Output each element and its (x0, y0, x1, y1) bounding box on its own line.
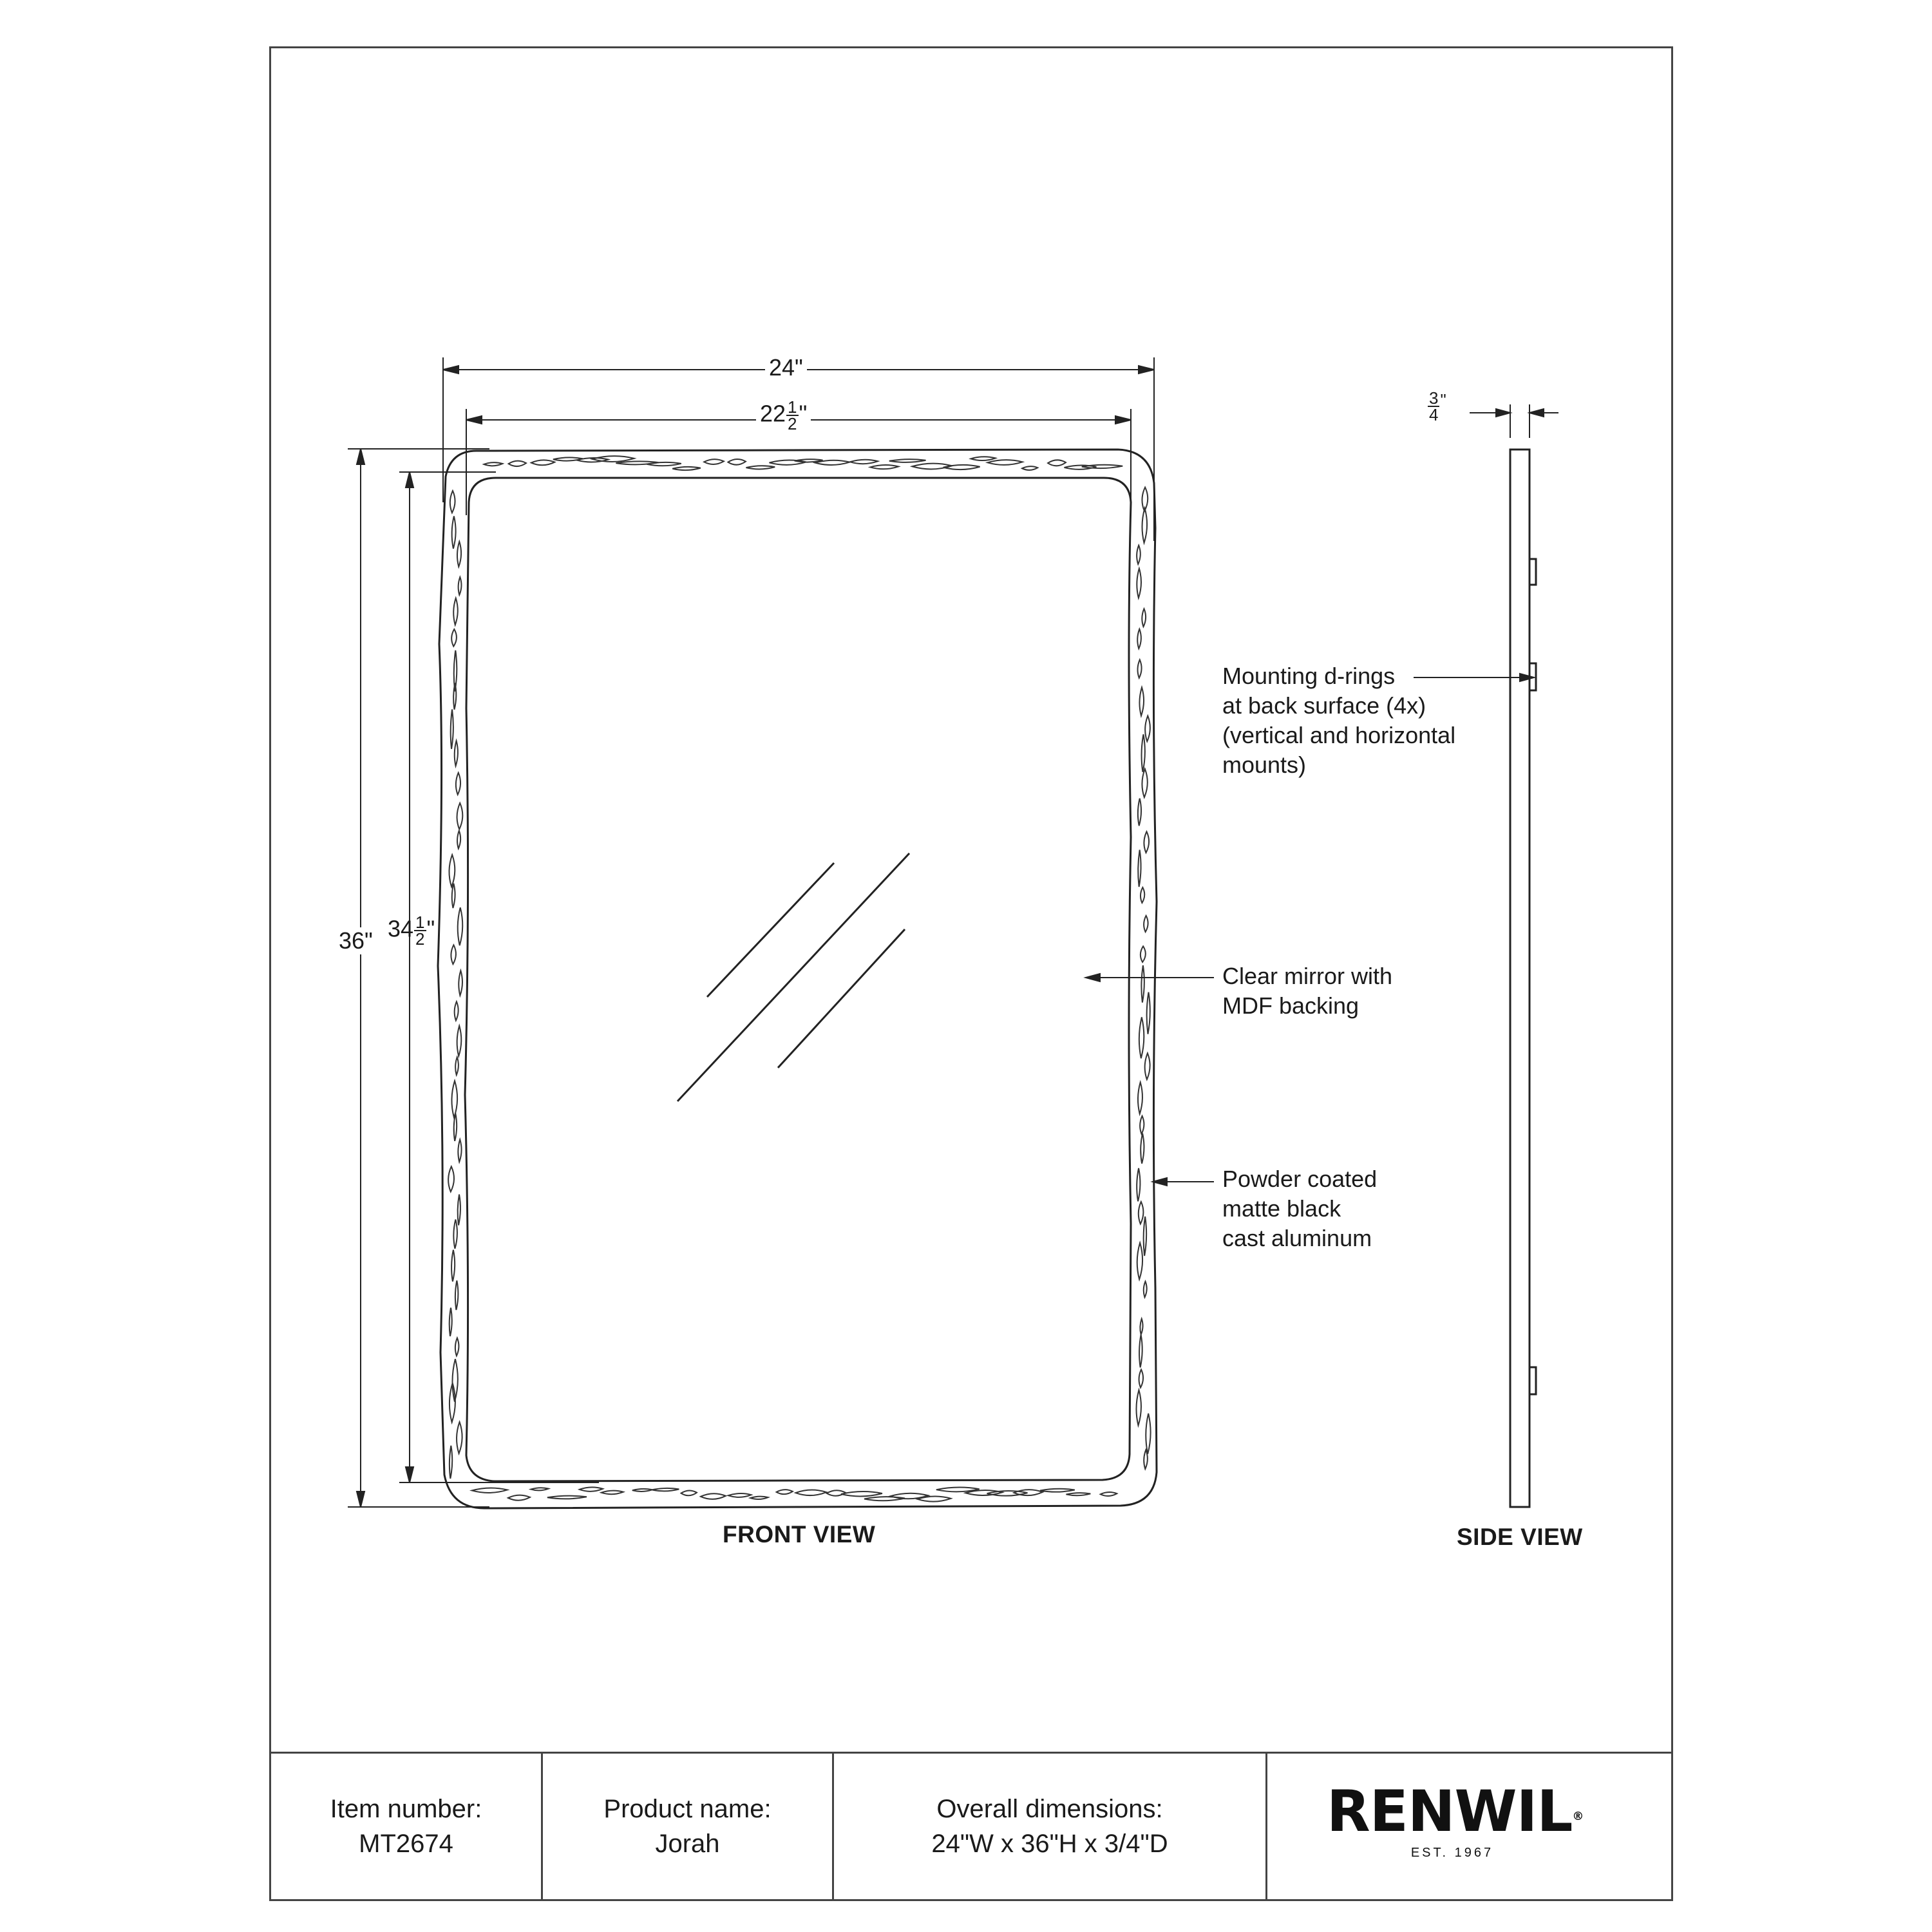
side-body (1510, 450, 1530, 1507)
texture-mark (592, 456, 634, 462)
item-number-label: Item number: (330, 1795, 482, 1823)
texture-mark (1139, 1334, 1142, 1367)
texture-mark (1145, 1053, 1150, 1079)
dim-den: 2 (415, 929, 425, 949)
texture-mark (457, 1422, 462, 1454)
texture-mark (455, 1057, 459, 1075)
glare-line-3 (778, 929, 905, 1068)
texture-mark (1138, 799, 1141, 826)
callout-line: Powder coated (1222, 1166, 1378, 1192)
texture-mark (531, 460, 555, 465)
callout-line: Mounting d-rings (1222, 663, 1396, 689)
overall-dimensions-value: 24"W x 36"H x 3/4"D (931, 1830, 1168, 1858)
texture-mark (459, 577, 462, 595)
texture-mark (1066, 1493, 1090, 1495)
texture-mark (452, 516, 456, 549)
product-name-label: Product name: (603, 1795, 772, 1823)
texture-mark (701, 1493, 726, 1499)
texture-mark (1140, 1116, 1144, 1134)
texture-mark (918, 1496, 951, 1501)
texture-mark (1101, 1492, 1117, 1496)
dim-depth-label (1423, 390, 1450, 422)
texture-mark (1139, 1202, 1144, 1224)
texture-mark (864, 1497, 905, 1501)
texture-mark (987, 460, 1022, 465)
texture-mark (457, 803, 463, 829)
dim-height-inner-label (384, 914, 439, 947)
texture-mark (531, 1488, 549, 1490)
texture-mark (1142, 734, 1145, 772)
callout-line: matte black (1222, 1195, 1341, 1222)
texture-mark (746, 466, 775, 469)
mirror-glare-lines (677, 853, 909, 1101)
texture-mark (508, 1495, 530, 1501)
texture-mark (1137, 629, 1141, 649)
texture-mark (456, 773, 460, 795)
frame-cast-texture (448, 456, 1151, 1502)
texture-mark (1144, 1450, 1148, 1469)
callout-mirror (1222, 961, 1392, 1021)
texture-mark (1082, 465, 1122, 468)
texture-mark (1144, 916, 1148, 932)
texture-mark (1142, 769, 1147, 797)
texture-mark (450, 491, 455, 513)
brand-established: EST. 1967 (1410, 1846, 1494, 1860)
callout-line: (vertical and horizontal (1222, 722, 1456, 748)
dim-depth (1470, 404, 1558, 438)
title-block-item (271, 1753, 541, 1900)
texture-mark (1137, 1168, 1140, 1201)
texture-mark (1137, 659, 1141, 677)
dim-num: 1 (788, 397, 797, 417)
texture-mark (1138, 850, 1141, 887)
texture-mark (458, 1195, 460, 1226)
texture-mark (1142, 508, 1147, 543)
texture-mark (453, 683, 456, 710)
dim-num: 1 (415, 913, 425, 932)
texture-mark (457, 1026, 462, 1056)
dim-unit: " (799, 400, 808, 427)
texture-mark (815, 460, 850, 465)
texture-mark (1144, 1282, 1147, 1298)
frame-outer-edge (438, 450, 1157, 1508)
product-name-value: Jorah (655, 1830, 720, 1858)
brand-name: RENWIL (1327, 1778, 1573, 1844)
texture-mark (1141, 887, 1144, 903)
texture-mark (458, 907, 463, 945)
side-view-title: SIDE VIEW (1457, 1524, 1583, 1550)
texture-mark (889, 459, 926, 462)
texture-mark (1139, 687, 1144, 715)
callout-line: MDF backing (1222, 992, 1359, 1019)
texture-mark (455, 1001, 459, 1020)
texture-mark (1144, 831, 1149, 853)
callout-line: Clear mirror with (1222, 963, 1393, 989)
mirror-frame (438, 450, 1157, 1508)
texture-mark (459, 971, 462, 996)
title-block-divider (1265, 1753, 1267, 1900)
texture-mark (547, 1496, 587, 1499)
texture-mark (1139, 1017, 1144, 1058)
dim-unit: " (426, 915, 435, 942)
texture-mark (672, 467, 701, 470)
texture-mark (451, 709, 453, 748)
d-ring-1 (1530, 559, 1536, 585)
dim-width-inner-label (756, 399, 811, 431)
brand-wordmark (1327, 1778, 1584, 1844)
frame-inner-edge (465, 478, 1131, 1481)
dim-unit: " (1440, 390, 1446, 410)
texture-mark (1147, 992, 1150, 1034)
texture-mark (454, 1113, 457, 1141)
texture-mark (1141, 946, 1146, 962)
texture-mark (1048, 460, 1066, 466)
callout-d-rings (1222, 661, 1455, 780)
texture-mark (448, 1166, 454, 1191)
texture-mark (455, 1338, 459, 1356)
texture-mark (450, 1446, 452, 1479)
texture-mark (704, 459, 724, 464)
glare-line-2 (677, 853, 909, 1101)
d-ring-3 (1530, 1367, 1536, 1394)
texture-mark (450, 1308, 452, 1336)
texture-mark (455, 1280, 459, 1310)
texture-mark (728, 1493, 752, 1497)
title-block-product (543, 1753, 832, 1900)
front-view-title: FRONT VIEW (723, 1521, 876, 1548)
texture-mark (451, 1081, 457, 1117)
dim-height-overall-label: 36" (335, 927, 377, 954)
texture-mark (1137, 1243, 1142, 1280)
dim-den: 4 (1429, 405, 1439, 424)
texture-mark (457, 831, 460, 849)
registered-mark: ® (1572, 1810, 1584, 1823)
texture-mark (1141, 1133, 1144, 1164)
texture-mark (455, 741, 458, 766)
texture-mark (509, 461, 526, 466)
dim-num: 3 (1429, 388, 1439, 408)
texture-mark (1040, 1489, 1075, 1492)
texture-mark (681, 1490, 697, 1495)
texture-mark (1137, 545, 1141, 564)
dim-width-overall-label: 24" (765, 354, 807, 381)
renwil-logo (1327, 1778, 1584, 1861)
texture-mark (795, 1490, 826, 1496)
side-profile (1510, 450, 1536, 1507)
texture-mark (1144, 1217, 1147, 1256)
texture-mark (850, 460, 878, 464)
texture-mark (1137, 569, 1141, 598)
texture-mark (750, 1497, 768, 1499)
texture-mark (1022, 466, 1037, 470)
callout-line: mounts) (1222, 752, 1307, 778)
texture-mark (1136, 1390, 1141, 1425)
item-number-value: MT2674 (359, 1830, 453, 1858)
texture-mark (601, 1491, 623, 1495)
texture-mark (841, 1492, 882, 1496)
texture-mark (451, 945, 456, 964)
texture-mark (1139, 1370, 1144, 1388)
texture-mark (728, 459, 746, 465)
dim-whole: 22 (760, 400, 786, 427)
texture-mark (777, 1490, 793, 1494)
texture-mark (1145, 716, 1150, 742)
dim-den: 2 (788, 414, 797, 433)
texture-mark (1014, 1490, 1043, 1495)
texture-mark (632, 1489, 652, 1492)
texture-mark (451, 1250, 455, 1282)
texture-mark (1142, 609, 1146, 627)
texture-mark (770, 460, 806, 465)
texture-mark (457, 542, 461, 567)
callout-line: cast aluminum (1222, 1225, 1372, 1251)
texture-mark (1141, 965, 1144, 1003)
texture-mark (472, 1488, 507, 1493)
texture-mark (449, 855, 455, 887)
texture-mark (1138, 1083, 1142, 1114)
texture-mark (580, 1487, 603, 1491)
texture-mark (1140, 1319, 1142, 1335)
callout-frame (1222, 1164, 1377, 1253)
texture-mark (971, 457, 996, 460)
texture-mark (452, 884, 455, 908)
texture-mark (1146, 1414, 1150, 1454)
callout-line: at back surface (4x) (1222, 692, 1426, 719)
dim-whole: 34 (388, 915, 414, 942)
texture-mark (453, 598, 458, 625)
texture-mark (965, 1490, 1002, 1495)
overall-dimensions-label: Overall dimensions: (936, 1795, 1163, 1823)
texture-mark (870, 465, 898, 469)
title-block-dimensions (834, 1753, 1265, 1900)
glare-line-1 (707, 863, 834, 997)
texture-mark (458, 1139, 461, 1162)
texture-mark (652, 1488, 679, 1492)
texture-mark (451, 629, 457, 647)
texture-mark (453, 1220, 457, 1249)
dim-height-inner (399, 472, 599, 1482)
texture-mark (484, 462, 502, 466)
